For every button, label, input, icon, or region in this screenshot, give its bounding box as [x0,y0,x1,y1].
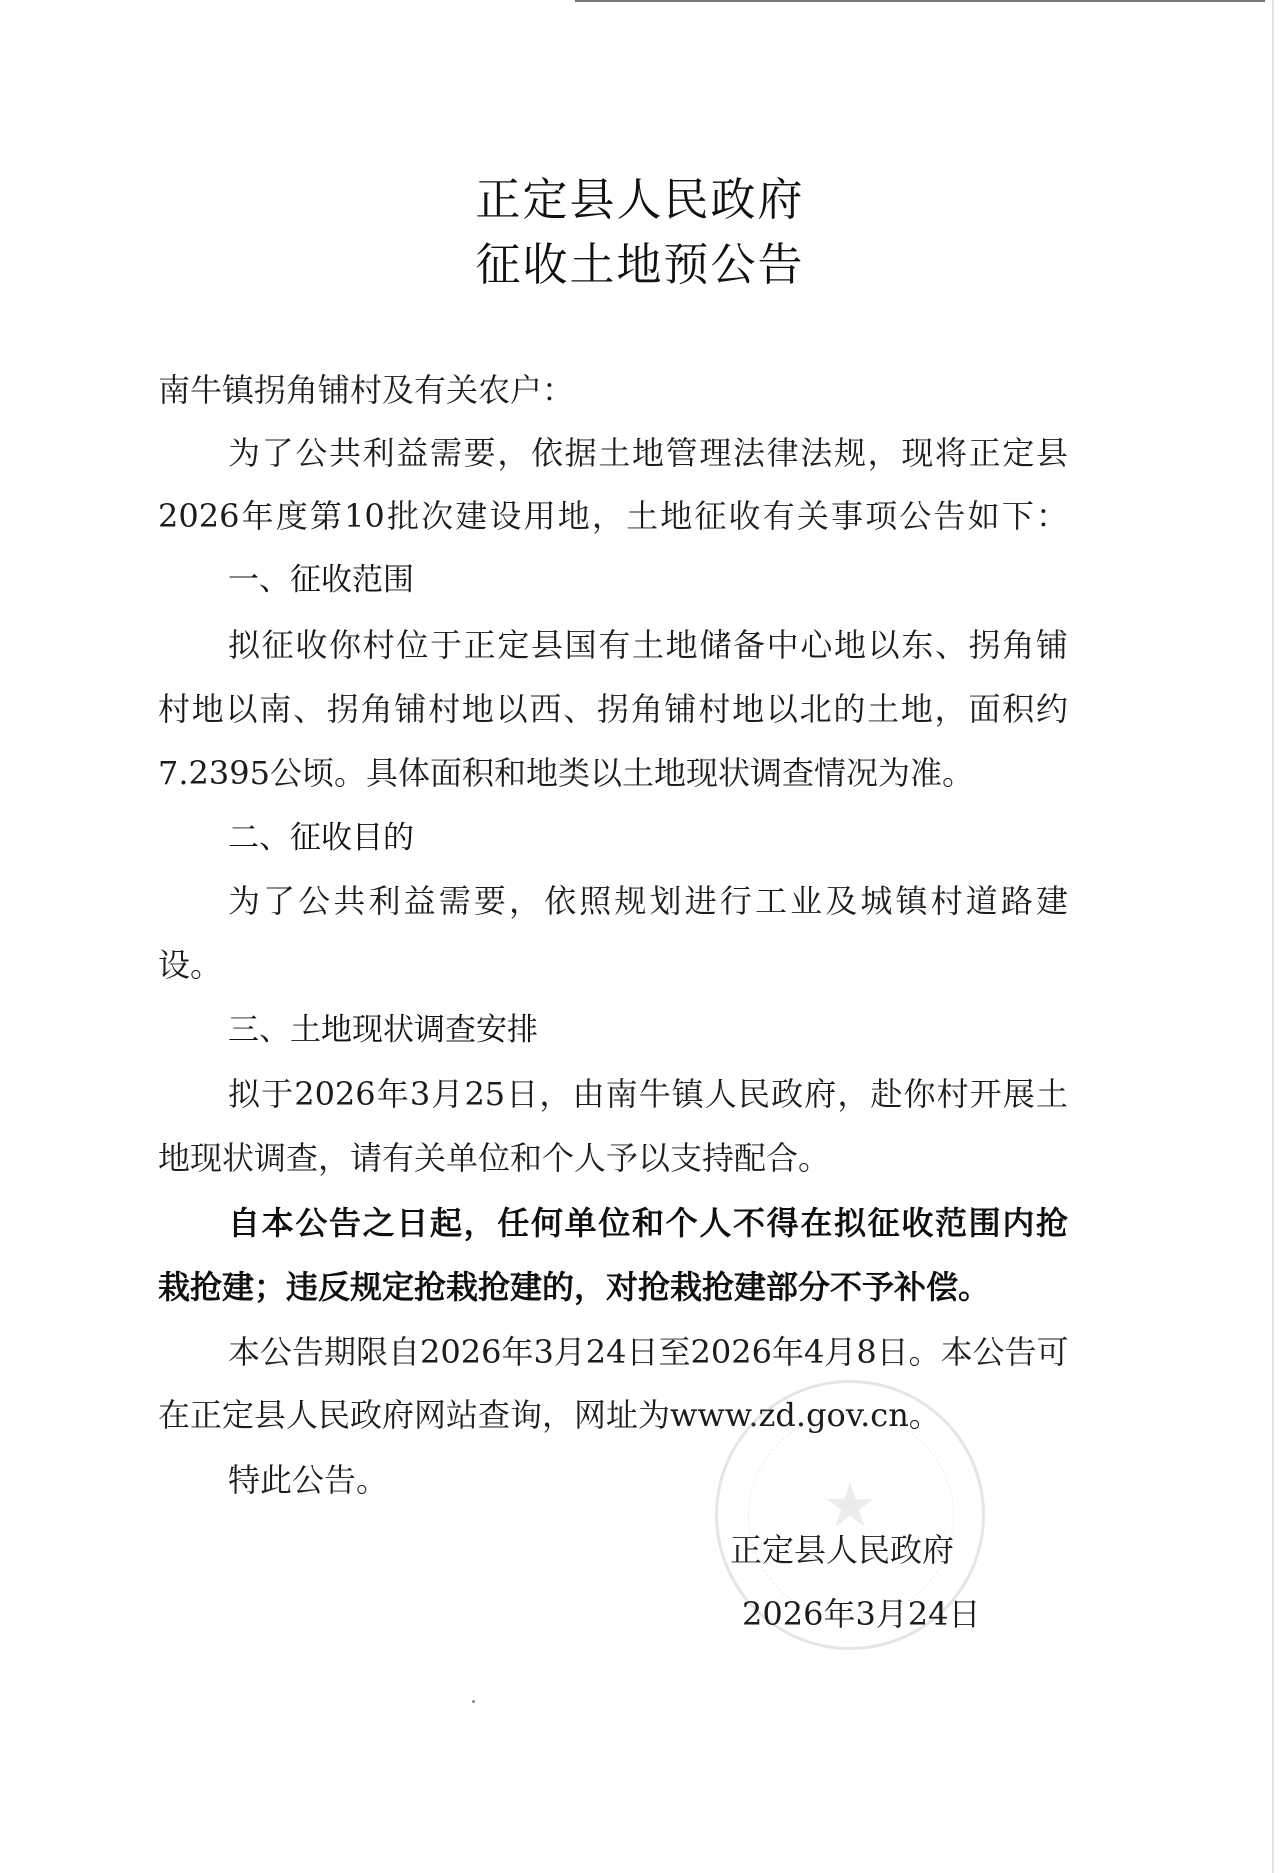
section2-line-2: 设。 [158,946,223,984]
period-line-2: 在正定县人民政府网站查询，网址为www.zd.gov.cn。 [158,1396,941,1434]
section1-line-3: 7.2395公顷。具体面积和地类以土地现状调查情况为准。 [158,754,974,792]
signer-name: 正定县人民政府 [730,1531,955,1569]
document-title-line2: 征收土地预公告 [475,238,805,291]
warning-line-2: 栽抢建；违反规定抢栽抢建的，对抢栽抢建部分不予补偿。 [158,1268,991,1306]
section1-heading: 一、征收范围 [228,562,414,598]
period-line-1: 本公告期限自2026年3月24日至2026年4月8日。本公告可 [228,1333,1069,1371]
signing-date: 2026年3月24日 [742,1595,981,1633]
section3-heading: 三、土地现状调查安排 [228,1012,538,1048]
salutation: 南牛镇拐角铺村及有关农户： [158,371,575,409]
section3-line-1: 拟于2026年3月25日，由南牛镇人民政府，赴你村开展土 [228,1075,1068,1113]
official-seal-stamp: ★ [715,1380,985,1650]
section2-heading: 二、征收目的 [228,820,414,856]
section1-line-1: 拟征收你村位于正定县国有土地储备中心地以东、拐角铺 [228,626,1068,664]
section3-line-2: 地现状调查，请有关单位和个人予以支持配合。 [158,1139,831,1177]
closing-text: 特此公告。 [228,1461,389,1499]
section1-line-2: 村地以南、拐角铺村地以西、拐角铺村地以北的土地，面积约 [158,690,1068,728]
warning-line-1: 自本公告之日起，任何单位和个人不得在拟征收范围内抢 [228,1204,1068,1242]
document-title-line1: 正定县人民政府 [475,173,805,226]
scan-edge-top [575,0,1265,2]
intro-line-2: 2026年度第10批次建设用地，土地征收有关事项公告如下： [158,497,1068,535]
section2-line-1: 为了公共利益需要，依照规划进行工业及城镇村道路建 [228,882,1068,920]
scan-speck [472,1700,475,1703]
intro-line-1: 为了公共利益需要，依据土地管理法律法规，现将正定县 [228,434,1068,472]
